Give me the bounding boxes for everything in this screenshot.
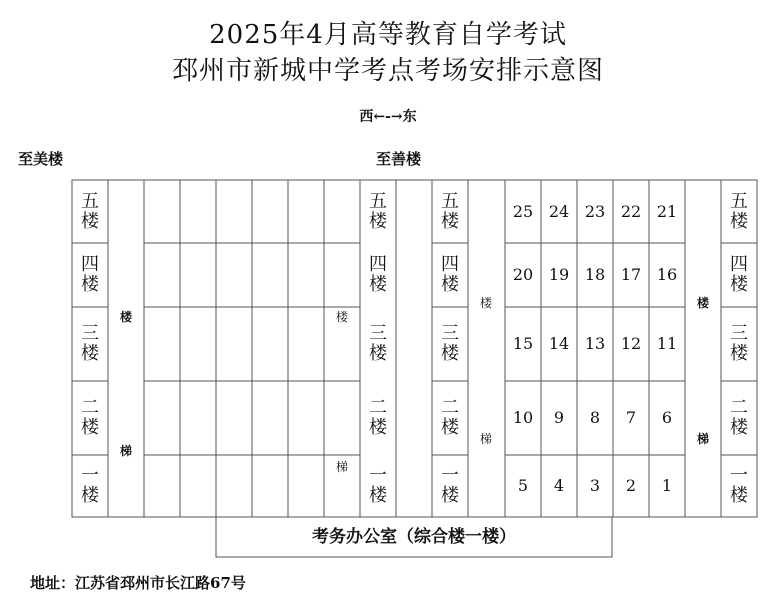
floor-label xyxy=(361,192,395,232)
floor-label xyxy=(433,255,467,295)
floor-label-char: 二 xyxy=(441,397,459,418)
address-text: 地址：江苏省邳州市长江路67号 xyxy=(30,574,246,592)
floor-label-char: 一 xyxy=(81,465,99,486)
floor-label xyxy=(722,324,756,364)
exam-room-number: 23 xyxy=(584,201,606,221)
floor-label-char: 楼 xyxy=(730,274,748,295)
floor-label-char: 楼 xyxy=(81,210,99,232)
title-line-2: 邳州市新城中学考点考场安排示意图 xyxy=(171,56,604,86)
exam-room-number: 20 xyxy=(512,265,534,284)
floor-label-char: 四 xyxy=(81,254,99,275)
floor-label xyxy=(433,466,467,506)
floor-label-char: 楼 xyxy=(441,485,459,506)
floor-label xyxy=(73,398,107,438)
floor-label-char: 楼 xyxy=(369,343,387,364)
exam-room-number: 14 xyxy=(548,334,570,353)
floor-label xyxy=(433,192,467,232)
floor-label-char: 四 xyxy=(369,254,387,275)
direction-indicator: 西←-→东 xyxy=(359,109,417,125)
exam-room-number: 21 xyxy=(656,201,678,221)
floor-label-char: 楼 xyxy=(441,343,459,364)
floor-label xyxy=(722,192,756,232)
stairwell-label: 楼 xyxy=(479,296,492,310)
exam-room-number: 13 xyxy=(584,334,606,353)
exam-room-number: 3 xyxy=(589,476,601,495)
floor-label xyxy=(361,324,395,364)
floor-label-char: 楼 xyxy=(441,210,459,232)
floor-label-char: 五 xyxy=(81,190,99,212)
exam-room-number: 8 xyxy=(589,408,601,427)
floor-label-char: 楼 xyxy=(369,210,387,232)
floor-label-char: 三 xyxy=(441,323,459,344)
floor-label-char: 楼 xyxy=(81,485,99,506)
floor-label-char: 三 xyxy=(730,323,748,344)
floor-label-char: 二 xyxy=(730,397,748,418)
exam-office-label: 考务办公室（综合楼一楼） xyxy=(312,527,516,547)
building-mid-label: 至善楼 xyxy=(376,150,422,168)
exam-room-number: 7 xyxy=(625,408,637,427)
stairwell-label: 梯 xyxy=(335,460,348,474)
exam-room-number: 15 xyxy=(512,334,534,353)
floor-label xyxy=(361,398,395,438)
stairwell-label: 楼 xyxy=(696,296,709,310)
floor-label-char: 四 xyxy=(730,254,748,275)
floor-label xyxy=(73,324,107,364)
exam-room-number: 17 xyxy=(620,265,642,284)
exam-room-number: 22 xyxy=(620,201,642,221)
floor-label-char: 三 xyxy=(81,323,99,344)
floor-label xyxy=(73,192,107,232)
stairwell-label: 梯 xyxy=(479,432,492,446)
exam-room-number: 6 xyxy=(661,408,673,427)
floor-label xyxy=(73,466,107,506)
exam-room-number: 10 xyxy=(512,408,534,427)
floor-label-char: 二 xyxy=(81,397,99,418)
floor-label xyxy=(361,466,395,506)
floor-label-char: 三 xyxy=(369,323,387,344)
exam-room-number: 9 xyxy=(553,408,565,427)
exam-room-number: 19 xyxy=(548,265,570,284)
exam-room-number: 5 xyxy=(517,476,529,495)
floor-label-char: 楼 xyxy=(81,417,99,438)
floor-label-char: 一 xyxy=(441,465,459,486)
exam-room-number: 2 xyxy=(625,476,637,495)
exam-room-number: 12 xyxy=(620,334,642,353)
floor-label xyxy=(722,398,756,438)
floor-label-char: 二 xyxy=(369,397,387,418)
floor-label-char: 楼 xyxy=(730,417,748,438)
stairwell-label: 梯 xyxy=(696,432,709,446)
floor-label-char: 楼 xyxy=(730,485,748,506)
floor-label-char: 楼 xyxy=(369,485,387,506)
floor-label-char: 楼 xyxy=(81,274,99,295)
floor-label-char: 四 xyxy=(441,254,459,275)
floor-label-char: 一 xyxy=(730,465,748,486)
floor-label-char: 五 xyxy=(730,190,748,212)
floor-label xyxy=(433,324,467,364)
floor-label-char: 楼 xyxy=(81,343,99,364)
exam-room-number: 24 xyxy=(548,201,570,221)
floor-label-char: 楼 xyxy=(369,274,387,295)
exam-room-number: 18 xyxy=(584,265,606,284)
stairwell-label: 楼 xyxy=(335,310,348,324)
floor-label xyxy=(722,466,756,506)
stairwell-label: 楼 xyxy=(119,310,132,324)
exam-room-number: 11 xyxy=(656,334,678,353)
floor-label xyxy=(722,255,756,295)
floor-label-char: 楼 xyxy=(369,417,387,438)
building-west-label: 至美楼 xyxy=(18,150,64,168)
floor-label-char: 五 xyxy=(369,190,387,212)
floor-label-char: 五 xyxy=(441,190,459,212)
floor-label-char: 楼 xyxy=(441,274,459,295)
floor-label xyxy=(73,255,107,295)
floor-label-char: 一 xyxy=(369,465,387,486)
floor-label xyxy=(361,255,395,295)
exam-room-number: 1 xyxy=(661,476,673,495)
title-line-1: 2025年4月高等教育自学考试 xyxy=(209,20,567,50)
exam-room-number: 25 xyxy=(512,201,534,221)
exam-room-number: 4 xyxy=(553,476,565,495)
floor-label-char: 楼 xyxy=(441,417,459,438)
floor-label xyxy=(433,398,467,438)
exam-room-number: 16 xyxy=(656,265,678,284)
floor-label-char: 楼 xyxy=(730,210,748,232)
floor-label-char: 楼 xyxy=(730,343,748,364)
stairwell-label: 梯 xyxy=(119,444,132,458)
